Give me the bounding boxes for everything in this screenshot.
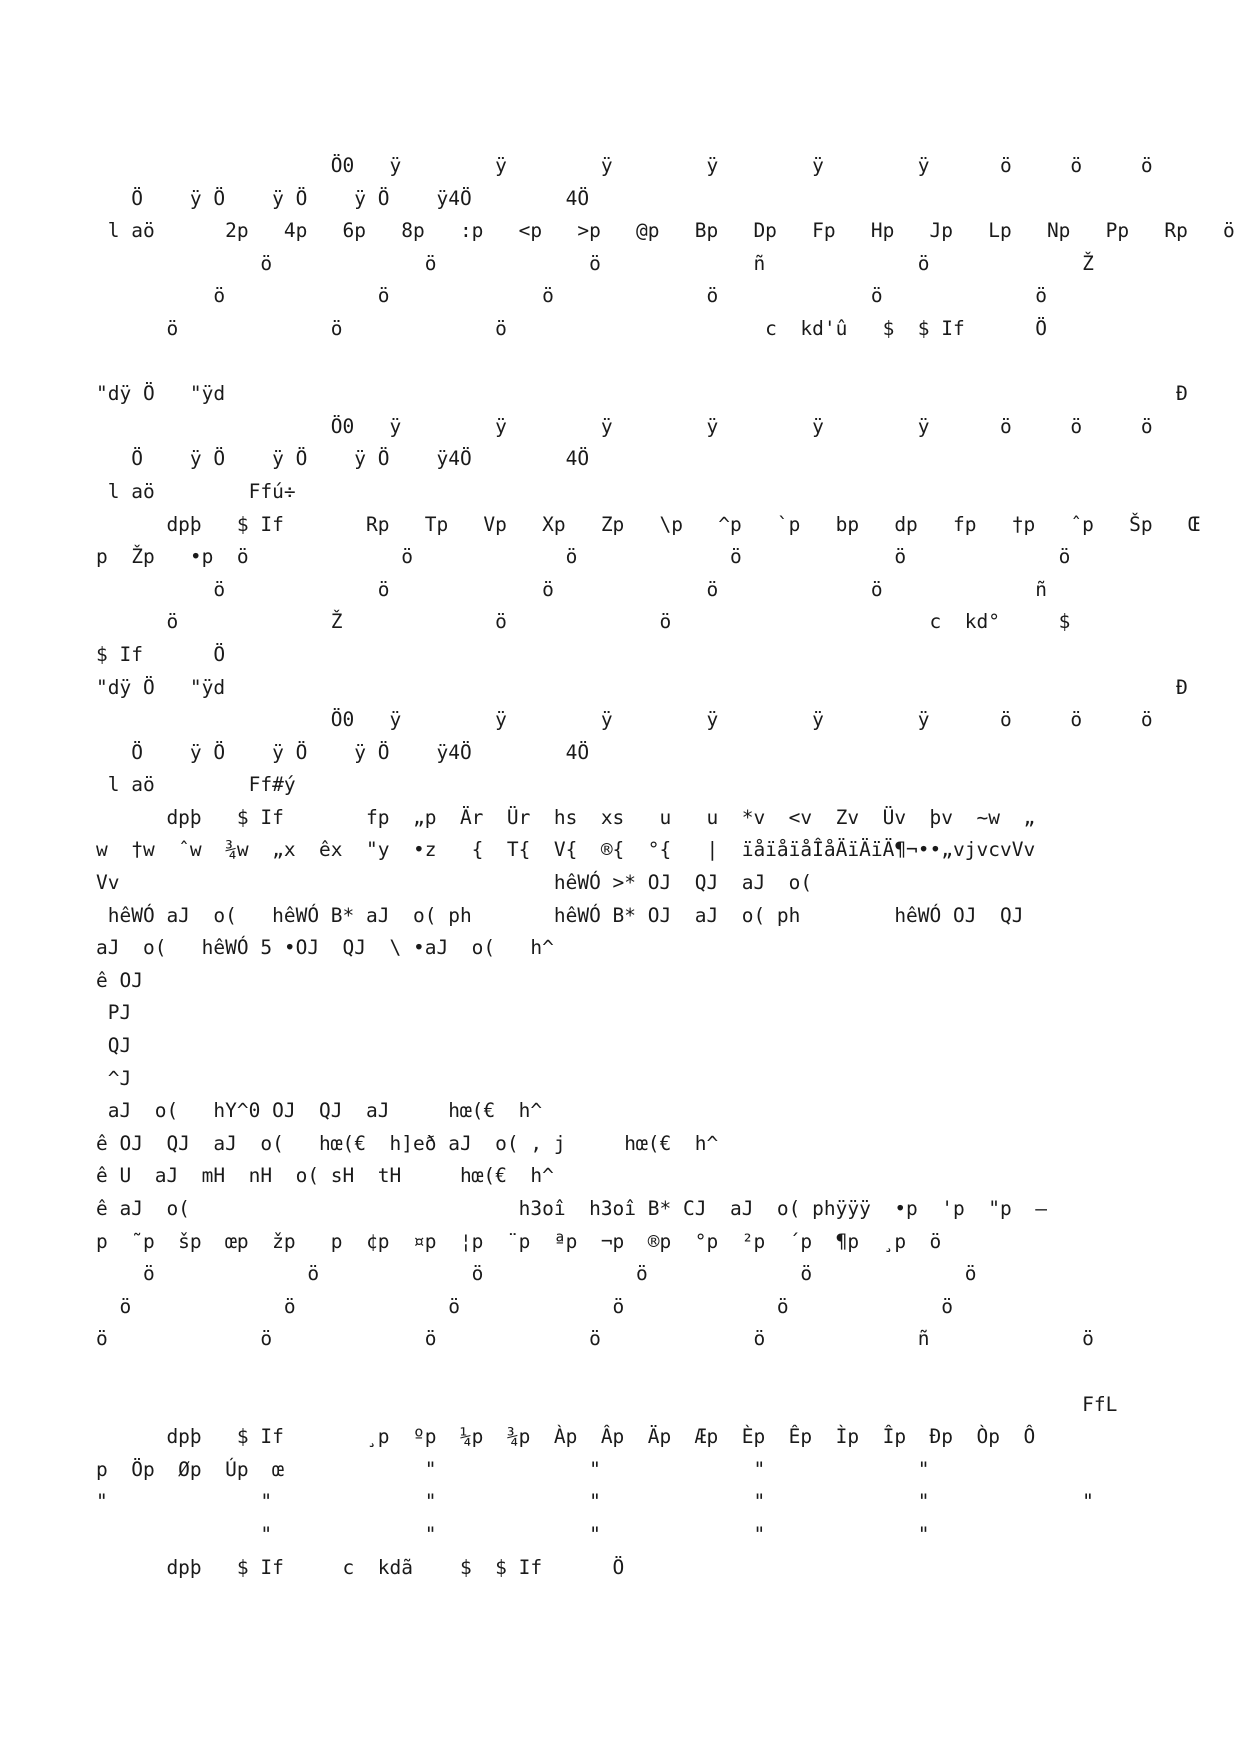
text-line: ê OJ: [96, 968, 143, 992]
text-line: l aö Ff#ý: [96, 773, 296, 797]
text-line: " " " " " " ": [96, 1490, 1094, 1514]
text-line: "dÿ Ö "ÿd Ð: [96, 675, 1188, 699]
text-line: dpþ $ If ¸p ºp ¼p ¾p Àp Âp Äp Æp Èp Êp Ìp Îp Ðp Òp Ô: [96, 1425, 1036, 1449]
text-line: ê OJ QJ aJ o( hœ(€ h]eð aJ o( , j hœ(€ h^: [96, 1131, 719, 1155]
text-line: dpþ $ If Rp Tp Vp Xp Zp \p ^p `p bp dp fp †p ˆp Šp Œ: [96, 512, 1200, 536]
text-line: l aö 2p 4p 6p 8p :p <p >p @p Bp Dp Fp Hp Jp Lp Np Pp Rp ö: [96, 219, 1235, 243]
text-line: Ö0 ÿ ÿ ÿ ÿ ÿ ÿ ö ö ö: [96, 414, 1153, 438]
text-line: aJ o( hêWÓ 5 •OJ QJ \ •aJ o( h^: [96, 936, 554, 960]
text-line: dpþ $ If c kdã $ $ If Ö: [96, 1555, 625, 1579]
text-line: p ˜p šp œp žp p ¢p ¤p ¦p ¨p ªp ¬p ®p °p ²p ´p ¶p ¸p ö: [96, 1229, 942, 1253]
text-line: ö ö ö ö ö ö: [96, 284, 1047, 308]
text-line: p Žp •p ö ö ö ö ö ö: [96, 545, 1071, 569]
text-line: Ö0 ÿ ÿ ÿ ÿ ÿ ÿ ö ö ö: [96, 708, 1153, 732]
text-line: Ö ÿ Ö ÿ Ö ÿ Ö ÿ4Ö 4Ö: [96, 740, 590, 764]
text-line: FfL: [96, 1392, 1118, 1416]
text-line: ö ö ö ñ ö Ž: [96, 251, 1094, 275]
text-line: ê U aJ mH nH o( sH tH hœ(€ h^: [96, 1164, 554, 1188]
text-line: ö ö ö ö ö ö: [96, 1262, 977, 1286]
text-line: Ö ÿ Ö ÿ Ö ÿ Ö ÿ4Ö 4Ö: [96, 186, 590, 210]
text-line: l aö Ffú÷: [96, 479, 296, 503]
text-line: " " " " ": [96, 1522, 930, 1546]
text-line: aJ o( hY^0 OJ QJ aJ hœ(€ h^: [96, 1099, 543, 1123]
text-line: Ö0 ÿ ÿ ÿ ÿ ÿ ÿ ö ö ö: [96, 154, 1153, 177]
text-line: hêWÓ aJ o( hêWÓ B* aJ o( ph hêWÓ B* OJ aJ o( ph hêWÓ OJ QJ: [96, 903, 1024, 927]
text-line: ^J: [96, 1066, 132, 1090]
text-line: dpþ $ If fp „p Är Ür hs xs u u *v <v Zv Üv þv ~w „: [96, 805, 1036, 829]
text-line: "dÿ Ö "ÿd Ð: [96, 382, 1188, 406]
text-line: ö ö ö ö ö ñ: [96, 577, 1047, 601]
text-line: Ö ÿ Ö ÿ Ö ÿ Ö ÿ4Ö 4Ö: [96, 447, 590, 471]
text-line: PJ: [96, 1001, 132, 1025]
text-line: QJ: [96, 1034, 132, 1058]
text-line: $ If Ö: [96, 642, 226, 666]
text-line: p Öp Øp Úp œ " " " ": [96, 1457, 930, 1481]
text-line: ö ö ö ö ö ñ ö: [96, 1327, 1094, 1351]
text-line: ö ö ö ö ö ö: [96, 1294, 954, 1318]
text-line: ö ö ö c kd'û $ $ If Ö: [96, 316, 1047, 340]
text-line: ê aJ o( h3oî h3oî B* CJ aJ o( phÿÿÿ •p 'p "p –: [96, 1197, 1047, 1220]
text-line: w †w ˆw ¾w „x êx "y •z { T{ V{ ®{ °{ | ïåïåïåÎåÄïÄïÄ¶¬••„vjvcvVv: [96, 838, 1036, 862]
text-line: ö Ž ö ö c kd° $: [96, 610, 1071, 634]
text-line: Vv hêWÓ >* OJ QJ aJ o(: [96, 871, 813, 895]
document-body-text: [96, 150, 1235, 1584]
